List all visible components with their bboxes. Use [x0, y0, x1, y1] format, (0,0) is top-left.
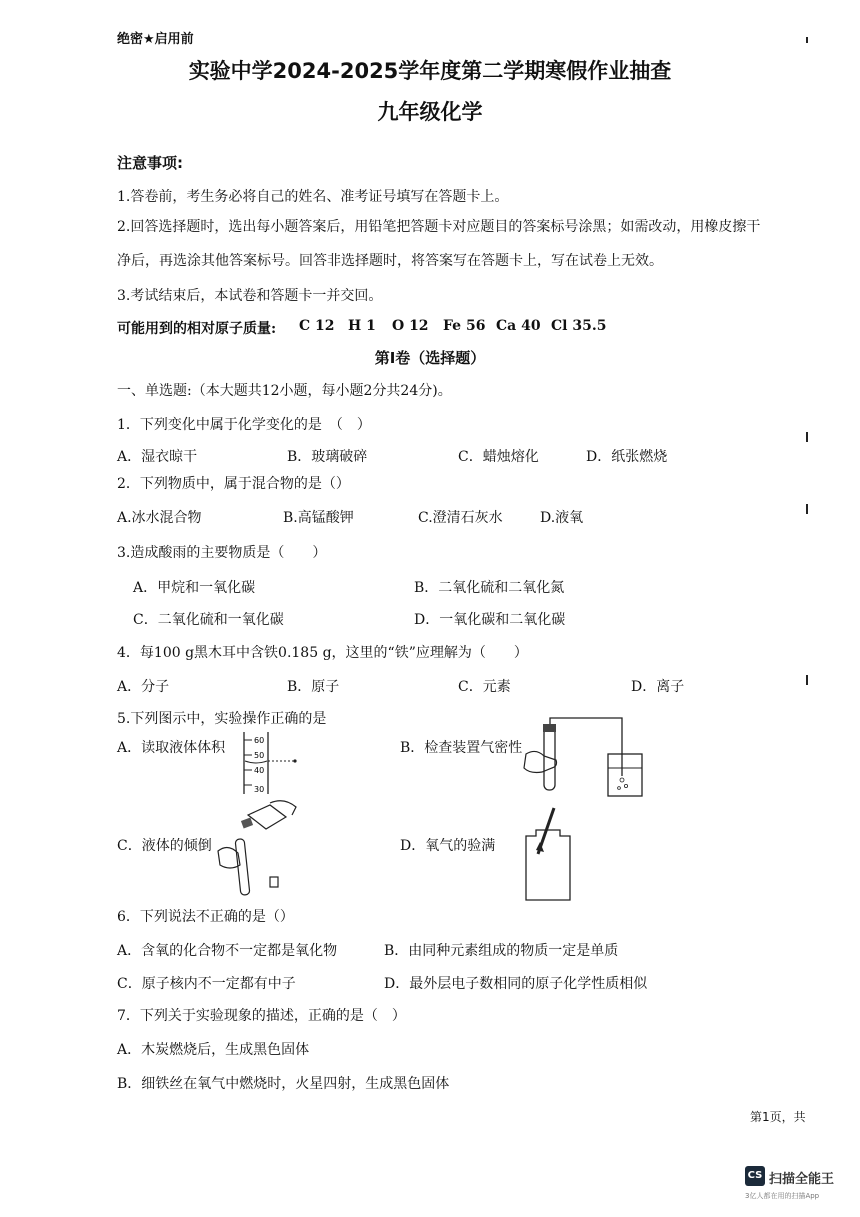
atomic-mass-ca: Ca 40: [496, 318, 541, 334]
question-3-stem: 3.造成酸雨的主要物质是（ ）: [117, 545, 327, 561]
question-5-option-d: D．氧气的验满: [400, 838, 496, 854]
question-5-option-b: B．检查装置气密性: [400, 740, 523, 756]
notice-item-3: 3.考试结束后，本试卷和答题卡一并交回。: [117, 288, 383, 304]
scanner-brand: 扫描全能王: [769, 1172, 835, 1187]
cylinder-tick-30: 30: [254, 785, 265, 794]
scanner-tagline: 3亿人都在用的扫描App: [745, 1192, 820, 1200]
camscanner-logo-icon: CS: [745, 1166, 765, 1186]
question-7-option-a: A．木炭燃烧后，生成黑色固体: [117, 1042, 310, 1058]
question-6-stem: 6．下列说法不正确的是（）: [117, 909, 294, 925]
cylinder-tick-40: 40: [254, 766, 265, 775]
question-4-option-b: B．原子: [287, 679, 340, 695]
gas-collecting-bottle: [526, 830, 570, 900]
atomic-mass-fe: Fe 56: [443, 318, 486, 334]
question-5-option-a: A．读取液体体积: [117, 740, 226, 756]
reagent-bottle: [248, 805, 286, 829]
question-4-stem: 4．每100 g黑木耳中含铁0.185 g，这里的“铁”应理解为（ ）: [117, 645, 528, 661]
question-2-option-c: C.澄清石灰水: [418, 510, 503, 526]
question-2-option-a: A.冰水混合物: [117, 510, 202, 526]
section-title: 第I卷（选择题）: [374, 349, 486, 367]
atomic-mass-o: O 12: [392, 318, 429, 334]
question-1-option-c: C．蜡烛熔化: [458, 449, 539, 465]
question-4-option-c: C．元素: [458, 679, 511, 695]
scan-mark: [806, 675, 808, 685]
question-3-option-a: A．甲烷和一氧化碳: [133, 580, 256, 596]
question-1-stem: 1．下列变化中属于化学变化的是 （ ）: [117, 417, 371, 433]
question-1-option-d: D．纸张燃烧: [586, 449, 668, 465]
notice-item-1: 1.答卷前，考生务必将自己的姓名、准考证号填写在答题卡上。: [117, 189, 509, 205]
bottle-cap: [270, 877, 278, 887]
scan-mark: [806, 37, 808, 43]
atomic-mass-c: C 12: [299, 318, 335, 334]
oxygen-test-figure: [518, 806, 588, 902]
liquid-meniscus: [245, 761, 267, 763]
exam-title: 实验中学2024-2025学年度第二学期寒假作业抽查: [188, 59, 672, 83]
question-4-option-d: D．离子: [631, 679, 685, 695]
question-1-option-a: A．湿衣晾干: [117, 449, 198, 465]
beaker: [608, 754, 642, 796]
question-3-option-d: D．一氧化碳和二氧化碳: [414, 612, 566, 628]
cylinder-tick-60: 60: [254, 736, 265, 745]
question-3-option-b: B．二氧化硫和二氧化氮: [414, 580, 565, 596]
bottle-label: [241, 818, 253, 829]
question-5-stem: 5.下列图示中，实验操作正确的是: [117, 711, 327, 727]
exam-subtitle: 九年级化学: [377, 100, 483, 124]
cylinder-tick-50: 50: [254, 751, 265, 760]
eye-point: [293, 759, 296, 762]
notice-item-2a: 2.回答选择题时，选出每小题答案后，用铅笔把答题卡对应题目的答案标号涂黑；如需改动，用橡皮擦干: [117, 219, 761, 235]
rubber-stopper: [543, 724, 556, 732]
scan-mark: [806, 504, 808, 514]
question-7-option-b: B．细铁丝在氧气中燃烧时，火星四射，生成黑色固体: [117, 1076, 450, 1092]
question-2-stem: 2．下列物质中，属于混合物的是（）: [117, 476, 350, 492]
page-number: 第1页，共: [750, 1110, 806, 1124]
confidential-label: 绝密★启用前: [117, 32, 194, 47]
notice-item-2b: 净后，再选涂其他答案标号。回答非选择题时，将答案写在答题卡上，写在试卷上无效。: [117, 253, 663, 269]
question-3-option-c: C．二氧化硫和一氧化碳: [133, 612, 284, 628]
question-7-stem: 7．下列关于实验现象的描述，正确的是（ ）: [117, 1008, 406, 1024]
atomic-mass-h: H 1: [348, 318, 376, 334]
airtightness-apparatus-figure: [522, 716, 654, 800]
atomic-mass-label: 可能用到的相对原子质量:: [117, 321, 277, 337]
question-6-option-a: A．含氧的化合物不一定都是氧化物: [117, 943, 338, 959]
atomic-mass-cl: Cl 35.5: [551, 318, 607, 334]
question-1-option-b: B．玻璃破碎: [287, 449, 368, 465]
notice-heading: 注意事项:: [117, 154, 183, 172]
question-2-option-b: B.高锰酸钾: [283, 510, 354, 526]
question-6-option-b: B．由同种元素组成的物质一定是单质: [384, 943, 619, 959]
liquid-pouring-figure: [208, 795, 304, 899]
graduated-cylinder-figure: [238, 728, 298, 796]
question-6-option-d: D．最外层电子数相同的原子化学性质相似: [384, 976, 648, 992]
question-4-option-a: A．分子: [117, 679, 170, 695]
question-5-option-c: C．液体的倾倒: [117, 838, 212, 854]
question-6-option-c: C．原子核内不一定都有中子: [117, 976, 296, 992]
hand-icon: [524, 751, 557, 772]
scan-mark: [806, 432, 808, 442]
part-heading: 一、单选题:（本大题共12小题，每小题2分共24分)。: [117, 383, 452, 399]
question-2-option-d: D.液氧: [540, 510, 584, 526]
delivery-tube: [550, 718, 622, 776]
